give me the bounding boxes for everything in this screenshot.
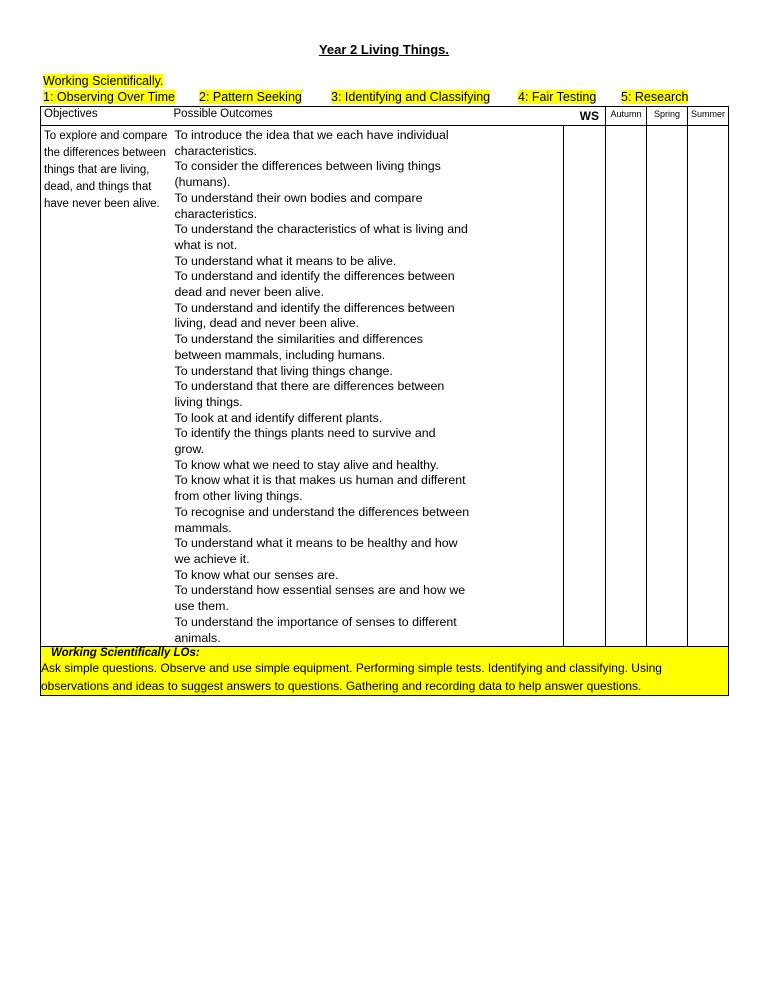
outcome-line: To understand and identify the differences between bbox=[174, 300, 455, 315]
header-objectives: Objectives bbox=[41, 107, 171, 126]
living-things-table bbox=[40, 106, 729, 696]
ws-cell bbox=[564, 126, 606, 647]
summer-cell bbox=[688, 126, 729, 647]
ws-item-fair-testing: 4: Fair Testing bbox=[518, 90, 597, 104]
outcome-line: To know what we need to stay alive and healthy. bbox=[174, 457, 439, 472]
table-body-row bbox=[41, 126, 729, 647]
outcome-line: To know what it is that makes us human and different bbox=[174, 473, 466, 488]
outcomes-cell bbox=[171, 126, 564, 647]
outcome-line: To introduce the idea that we each have individual bbox=[174, 128, 449, 142]
outcome-line: living, dead and never been alive. bbox=[174, 316, 360, 331]
outcome-line: from other living things. bbox=[174, 489, 303, 504]
ws-item-identifying: 3: Identifying and Classifying bbox=[331, 90, 491, 104]
outcome-line: what is not. bbox=[174, 237, 238, 252]
outcome-line: characteristics. bbox=[174, 143, 258, 158]
los-row bbox=[41, 647, 729, 696]
outcome-line: To consider the differences between living things bbox=[174, 159, 441, 174]
outcome-line: To know what our senses are. bbox=[174, 567, 339, 582]
los-title: Working Scientifically LOs: bbox=[51, 647, 200, 660]
table-header-row bbox=[41, 107, 729, 126]
autumn-cell bbox=[606, 126, 647, 647]
outcome-line: grow. bbox=[174, 442, 205, 457]
header-autumn: Autumn bbox=[606, 107, 647, 126]
outcome-line: animals. bbox=[174, 630, 221, 645]
ws-item-pattern: 2: Pattern Seeking bbox=[199, 90, 302, 104]
outcome-line: To understand what it means to be alive. bbox=[174, 253, 397, 268]
los-cell bbox=[41, 647, 729, 696]
outcome-line: between mammals, including humans. bbox=[174, 347, 386, 362]
header-summer: Summer bbox=[688, 107, 729, 126]
ws-item-observing: 1: Observing Over Time bbox=[43, 90, 175, 104]
outcome-line: To understand their own bodies and compare bbox=[174, 190, 423, 205]
outcome-line: characteristics. bbox=[174, 206, 258, 221]
ws-item-research: 5: Research bbox=[621, 90, 689, 104]
header-spring: Spring bbox=[647, 107, 688, 126]
outcome-line: To understand what it means to be healthy and how bbox=[174, 536, 458, 551]
los-text: Ask simple questions. Observe and use simple equipment. Performing simple tests. Identifying and classifying. Using observations and ideas to suggest answers to questions. Gathering and recording data to help answer questions. bbox=[41, 661, 662, 694]
outcome-line: To understand the similarities and differences bbox=[174, 332, 423, 347]
outcome-line: To understand the importance of senses to different bbox=[174, 614, 457, 629]
outcome-line: (humans). bbox=[174, 175, 231, 190]
outcome-line: To understand that living things change. bbox=[174, 363, 393, 378]
outcome-line: To understand and identify the differences between bbox=[174, 269, 455, 284]
ws-legend-heading bbox=[43, 73, 163, 90]
header-ws: WS bbox=[564, 107, 606, 126]
outcome-line: To understand the characteristics of what is living and bbox=[174, 222, 468, 237]
outcome-line: living things. bbox=[174, 394, 243, 409]
ws-legend-items bbox=[43, 90, 693, 107]
outcome-line: To understand how essential senses are and how we bbox=[174, 583, 466, 598]
outcome-line: we achieve it. bbox=[174, 551, 250, 566]
outcome-line: To understand that there are differences between bbox=[174, 379, 445, 394]
ws-heading-text: Working Scientifically. bbox=[43, 74, 164, 88]
outcome-line: To look at and identify different plants. bbox=[174, 410, 383, 425]
outcomes-list bbox=[175, 128, 564, 646]
outcome-line: To identify the things plants need to survive and bbox=[174, 426, 436, 441]
outcome-line: dead and never been alive. bbox=[174, 285, 324, 300]
header-outcomes: Possible Outcomes bbox=[171, 107, 564, 126]
page-title: Year 2 Living Things. bbox=[318, 42, 450, 57]
outcome-line: To recognise and understand the differences between bbox=[174, 504, 470, 519]
outcome-line: use them. bbox=[174, 599, 229, 614]
spring-cell bbox=[647, 126, 688, 647]
objectives-cell: To explore and compare the differences between things that are living, dead, and things that have never been alive. bbox=[41, 126, 171, 647]
outcome-line: mammals. bbox=[174, 520, 232, 535]
